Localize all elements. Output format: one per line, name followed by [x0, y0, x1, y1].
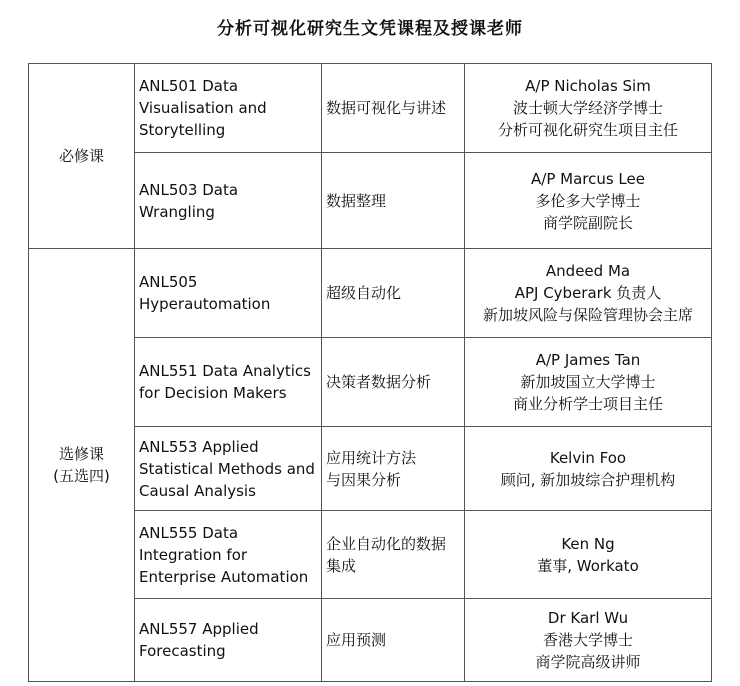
- course-subject-cell: [322, 427, 465, 511]
- teacher-line: 多伦多大学博士: [535, 191, 641, 210]
- teacher-line: Kelvin Foo: [549, 448, 627, 467]
- teacher-line: A/P James Tan: [535, 351, 641, 369]
- course-subject-line: 应用预测: [326, 631, 387, 649]
- teacher-line: 分析可视化研究生项目主任: [497, 121, 678, 139]
- teacher-line: 董事, Workato: [537, 556, 639, 575]
- teacher-cell: [465, 153, 712, 249]
- course-subject-cell: [322, 511, 465, 599]
- category-required: [29, 64, 135, 249]
- teacher-line: 香港大学博士: [542, 631, 633, 649]
- course-code-line: Visualisation and: [139, 99, 267, 117]
- course-subject-line: 企业自动化的数据: [326, 534, 447, 553]
- course-subject-line: 应用统计方法: [326, 448, 417, 467]
- course-code-line: Causal Analysis: [139, 481, 256, 500]
- teacher-line: 新加坡国立大学博士: [520, 373, 656, 391]
- category-elective: [29, 249, 135, 682]
- teacher-line: APJ Cyberark 负责人: [514, 284, 662, 302]
- category-label: 选修课: [58, 445, 104, 463]
- course-subject-line: 集成: [326, 556, 357, 575]
- course-subject-cell: [322, 153, 465, 249]
- course-subject-line: 数据整理: [326, 191, 387, 210]
- course-code-cell: [135, 599, 322, 682]
- course-subject-line: 数据可视化与讲述: [326, 99, 447, 117]
- table-row: [29, 249, 712, 338]
- teacher-cell: [465, 427, 712, 511]
- course-code-line: Storytelling: [139, 121, 226, 139]
- table-row: [29, 64, 712, 153]
- teacher-line: A/P Marcus Lee: [531, 169, 645, 188]
- course-code-line: Integration for: [139, 545, 248, 564]
- teacher-cell: [465, 338, 712, 427]
- course-subject-cell: [322, 249, 465, 338]
- course-code-cell: [135, 64, 322, 153]
- course-subject-line: 超级自动化: [326, 284, 402, 302]
- course-subject-cell: [322, 599, 465, 682]
- course-code-cell: [135, 427, 322, 511]
- course-code-line: Enterprise Automation: [139, 567, 309, 586]
- course-code-cell: [135, 511, 322, 599]
- course-code-line: ANL503 Data: [139, 180, 239, 199]
- teacher-cell: [465, 511, 712, 599]
- teacher-line: 商学院高级讲师: [535, 653, 641, 671]
- teacher-line: Andeed Ma: [545, 262, 631, 280]
- teacher-cell: [465, 249, 712, 338]
- course-code-line: ANL551 Data Analytics: [139, 362, 311, 380]
- teacher-cell: [465, 64, 712, 153]
- course-code-cell: [135, 249, 322, 338]
- course-subject-line: 与因果分析: [326, 470, 402, 489]
- course-code-line: ANL501 Data: [139, 77, 239, 95]
- course-subject-cell: [322, 64, 465, 153]
- course-code-cell: [135, 338, 322, 427]
- course-code-line: ANL557 Applied: [139, 620, 259, 638]
- course-code-line: for Decision Makers: [139, 384, 287, 402]
- teacher-line: Dr Karl Wu: [547, 609, 629, 627]
- teacher-line: 波士顿大学经济学博士: [512, 99, 663, 117]
- course-code-line: ANL505: [139, 273, 198, 291]
- course-subject-line: 决策者数据分析: [326, 373, 432, 391]
- course-code-line: Forecasting: [139, 642, 226, 660]
- course-code-line: ANL553 Applied: [139, 437, 259, 456]
- category-label: 必修课: [58, 147, 104, 165]
- category-note: (五选四): [53, 467, 110, 485]
- course-table: [28, 63, 712, 682]
- teacher-line: 商学院副院长: [542, 213, 633, 232]
- teacher-cell: [465, 599, 712, 682]
- teacher-line: 顾问, 新加坡综合护理机构: [500, 470, 676, 489]
- page-title: 分析可视化研究生文凭课程及授课老师: [217, 19, 523, 39]
- teacher-line: 商业分析学士项目主任: [512, 395, 663, 413]
- course-code-line: Wrangling: [139, 202, 215, 221]
- teacher-line: 新加坡风险与保险管理协会主席: [482, 306, 693, 324]
- course-code-line: ANL555 Data: [139, 523, 239, 542]
- course-subject-cell: [322, 338, 465, 427]
- course-code-cell: [135, 153, 322, 249]
- course-code-line: Statistical Methods and: [139, 459, 315, 478]
- course-code-line: Hyperautomation: [139, 295, 271, 313]
- teacher-line: Ken Ng: [561, 534, 615, 553]
- teacher-line: A/P Nicholas Sim: [525, 77, 651, 95]
